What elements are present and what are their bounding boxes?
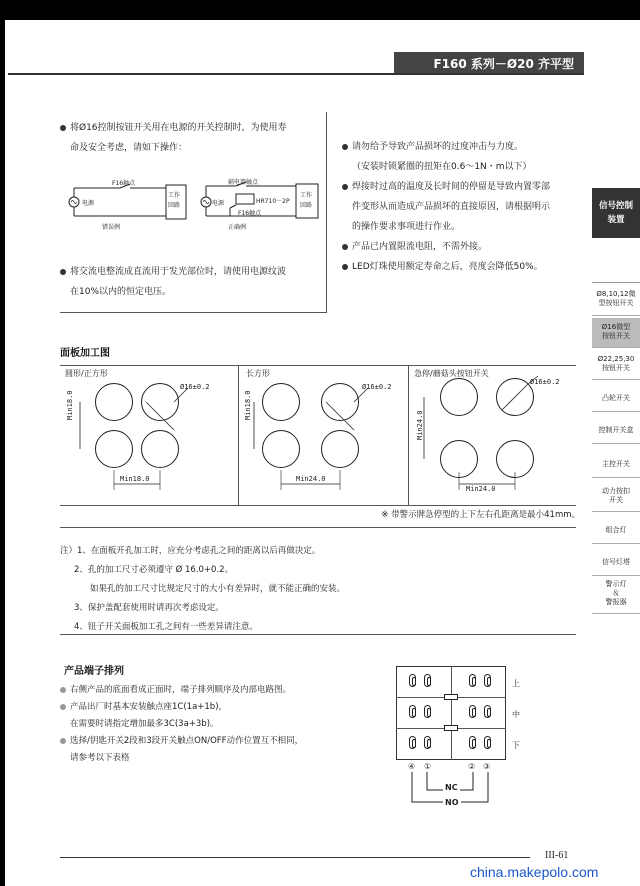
processing-notes: 注）1、在面板开孔加工时，应充分考虑孔之间的距离以后再做决定。 2、孔的加工尺寸必须遵守 Ø 16.0+0.2。 如果孔的加工尺寸比规定尺寸的大小有差异时，就不能正确的安装。 3、保护盖配套使用时请再次考虑设定。 4、钮子开关面板加工孔之间有一些差异请注意。: [60, 546, 346, 632]
min-horizontal-label: Min18.0: [120, 475, 150, 483]
load-label: 工作: [300, 192, 313, 199]
row-label-top: 上: [512, 679, 520, 688]
sidebar-item-combo-light[interactable]: 组合灯: [592, 516, 640, 544]
pin-label: ②: [468, 762, 476, 771]
watermark: china.makepolo.com: [470, 864, 599, 880]
row-label-middle: 中: [512, 710, 520, 719]
no-label: NO: [445, 798, 459, 807]
min-horizontal-label: Min24.0: [466, 485, 496, 493]
terminal-connector: [444, 694, 458, 700]
terminal-pin: [469, 674, 476, 687]
row-label-bottom: 下: [512, 741, 520, 750]
round-square-label: 圆形/正方形: [65, 369, 108, 378]
contact-label: F16触点: [238, 210, 262, 217]
sidebar-item-micro-16[interactable]: Ø16微型 按钮开关: [592, 318, 640, 348]
pin-label: ④: [408, 762, 416, 771]
emergency-label: 急停/蘑菇头按钮开关: [414, 369, 489, 378]
bullet-icon: [342, 244, 348, 250]
terminal-section-title: 产品端子排列: [64, 666, 124, 677]
terminal-notes: 右侧产品的底面看成正面时，端子排列顺序及内部电路图。 产品出厂时基本安装触点座1C(1a+1b)， 在需要时请指定增加最多3C(3a+3b)。 选择/钥匙开关2段和3段开关触点ON/OFF动作位置互不相同， 请参考以下表格: [60, 682, 380, 767]
bullet-icon: [342, 144, 348, 150]
sidebar-divider: [592, 282, 640, 283]
terminal-pin: [484, 674, 491, 687]
bullet-icon: [60, 704, 66, 710]
notes-divider: [60, 634, 576, 635]
sidebar-item-master-switch[interactable]: 主控开关: [592, 450, 640, 478]
relay-label: HR710－2P: [256, 198, 290, 205]
panel-section-title: 面板加工图: [60, 348, 110, 359]
terminal-pin: [409, 736, 416, 749]
header-divider: [8, 73, 584, 75]
sidebar-item-signal-tower[interactable]: 信号灯塔: [592, 548, 640, 576]
correct-caption: 正确例: [228, 224, 247, 231]
panel-divider-1: [238, 365, 239, 505]
load-label: 工作: [168, 192, 181, 199]
page-title: F160 系列－Ø20 齐平型: [394, 52, 584, 74]
top-bar: [0, 0, 640, 20]
left-note-1: 将Ø16控制按钮开关用在电源的开关控制时，为使用寿 命及安全考虑，请如下操作：: [60, 118, 332, 158]
bullet-icon: [60, 125, 66, 131]
column-divider: [326, 112, 327, 312]
bullet-icon: [60, 738, 66, 744]
sidebar-item-warning-light[interactable]: 警示灯 ＆ 警报器: [592, 578, 640, 614]
terminal-pin: [409, 705, 416, 718]
terminal-center-line: [451, 666, 452, 760]
power-label: 电源: [212, 200, 225, 207]
left-note-2: 将交流电整流成直流用于发光部位时，请使用电源纹波 在10%以内的恒定电压。: [60, 262, 332, 302]
pin-label: ③: [483, 762, 491, 771]
nc-label: NC: [445, 783, 458, 792]
terminal-pin: [424, 736, 431, 749]
footer-divider: [60, 857, 530, 858]
emergency-dimensions: [410, 372, 570, 498]
sidebar-item-22-30[interactable]: Ø22,25,30 按钮开关: [592, 350, 640, 380]
bullet-icon: [342, 184, 348, 190]
page-number: III-61: [545, 850, 569, 861]
load-label: 回路: [168, 202, 181, 209]
sidebar-item-power-button[interactable]: 动力按扣 开关: [592, 482, 640, 512]
power-label: 电源: [82, 200, 95, 207]
terminal-pin: [424, 705, 431, 718]
min-vertical-label: Min18.0: [244, 390, 252, 420]
aux-contact-label: 辅电器触点: [228, 179, 259, 186]
min-horizontal-label: Min24.0: [296, 475, 326, 483]
left-bar: [0, 0, 5, 886]
terminal-pin: [424, 674, 431, 687]
left-bottom-divider: [60, 312, 327, 313]
panel-footnote-divider: [60, 527, 576, 528]
contact-label: F16触点: [112, 180, 136, 187]
diameter-label: Ø16±0.2: [180, 383, 210, 391]
terminal-pin: [469, 736, 476, 749]
panel-top-divider: [60, 365, 576, 366]
terminal-pin: [469, 705, 476, 718]
diameter-label: Ø16±0.2: [530, 378, 560, 386]
bullet-icon: [60, 687, 66, 693]
sidebar-item-cam-switch[interactable]: 凸轮开关: [592, 384, 640, 412]
terminal-pin: [409, 674, 416, 687]
sidebar-item-micro-8-12[interactable]: Ø8,10,12微 型按钮开关: [592, 286, 640, 316]
load-label: 回路: [300, 202, 313, 209]
terminal-pin: [484, 705, 491, 718]
min-vertical-label: Min18.0: [66, 390, 74, 420]
terminal-connector: [444, 725, 458, 731]
rectangle-label: 长方形: [246, 369, 270, 378]
diameter-label: Ø16±0.2: [362, 383, 392, 391]
sidebar-item-control-box[interactable]: 控制开关盒: [592, 416, 640, 444]
bullet-icon: [60, 269, 66, 275]
bullet-icon: [342, 264, 348, 270]
round-square-dimensions: [70, 378, 230, 498]
panel-footnote: ※ 带警示牌急停型的上下左右孔距离是最小41mm。: [381, 510, 580, 520]
sidebar-item-signal-control[interactable]: 信号控制 装置: [592, 188, 640, 238]
wrong-caption: 错误例: [102, 224, 121, 231]
pin-label: ①: [424, 762, 432, 771]
panel-divider-2: [408, 365, 409, 505]
terminal-pin: [484, 736, 491, 749]
right-notes: 请勿给予导致产品损坏的过度冲击与力度。 （安装时锁紧圈的扭矩在0.6～1N・m以下） 焊接时过高的温度及长时间的停留是导致内置零部 件变形从而造成产品损坏的直接原因，请根据明示 的操作要求事项进行作业。 产品已内置限流电阻，不需外接。 LED灯珠使用额定寿命之后，亮度会降低50%。: [342, 137, 587, 277]
min-vertical-label: Min24.0: [416, 410, 424, 440]
